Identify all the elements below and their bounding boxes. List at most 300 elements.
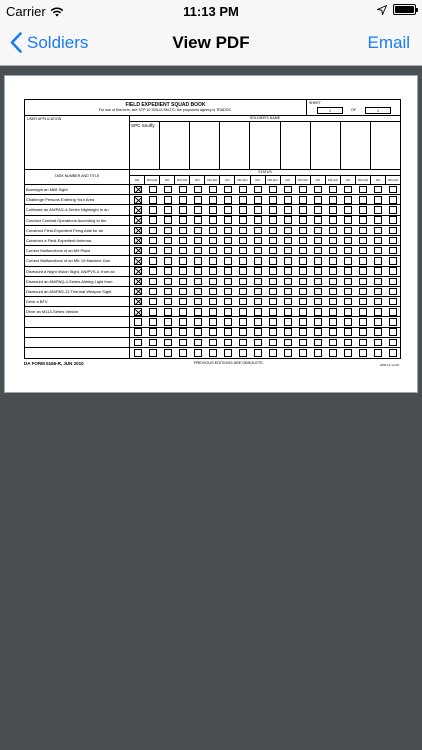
checkbox[interactable] bbox=[269, 298, 277, 306]
checkbox[interactable] bbox=[389, 308, 397, 316]
checkbox[interactable] bbox=[239, 206, 247, 214]
checkbox[interactable] bbox=[344, 206, 352, 214]
checkbox[interactable] bbox=[134, 318, 142, 326]
checkbox[interactable] bbox=[179, 308, 187, 316]
back-button[interactable] bbox=[10, 32, 88, 53]
checkbox[interactable] bbox=[224, 318, 232, 326]
checkbox[interactable] bbox=[149, 216, 157, 224]
checkbox[interactable] bbox=[254, 288, 262, 296]
checkbox[interactable] bbox=[374, 308, 382, 316]
checkbox[interactable] bbox=[149, 247, 157, 255]
checkbox[interactable] bbox=[224, 298, 232, 306]
checkbox[interactable] bbox=[359, 237, 367, 245]
checkbox[interactable] bbox=[314, 186, 322, 194]
checkbox[interactable] bbox=[359, 318, 367, 326]
checkbox[interactable] bbox=[284, 267, 292, 275]
checkbox[interactable] bbox=[329, 328, 337, 336]
checkbox[interactable] bbox=[254, 267, 262, 275]
checkbox[interactable] bbox=[284, 288, 292, 296]
checkbox[interactable] bbox=[149, 278, 157, 286]
checkbox[interactable] bbox=[149, 227, 157, 235]
checkbox[interactable] bbox=[374, 298, 382, 306]
checkbox[interactable] bbox=[269, 237, 277, 245]
checkbox[interactable] bbox=[254, 339, 262, 347]
checkbox[interactable] bbox=[344, 328, 352, 336]
checkbox[interactable] bbox=[299, 308, 307, 316]
checked-checkbox[interactable] bbox=[134, 206, 142, 214]
checkbox[interactable] bbox=[179, 267, 187, 275]
checkbox[interactable] bbox=[269, 206, 277, 214]
checkbox[interactable] bbox=[179, 298, 187, 306]
checkbox[interactable] bbox=[314, 298, 322, 306]
checkbox[interactable] bbox=[299, 318, 307, 326]
checkbox[interactable] bbox=[179, 186, 187, 194]
checkbox[interactable] bbox=[209, 288, 217, 296]
checkbox[interactable] bbox=[164, 267, 172, 275]
checkbox[interactable] bbox=[284, 196, 292, 204]
checkbox[interactable] bbox=[164, 227, 172, 235]
checkbox[interactable] bbox=[164, 298, 172, 306]
checkbox[interactable] bbox=[269, 227, 277, 235]
checkbox[interactable] bbox=[254, 247, 262, 255]
checkbox[interactable] bbox=[329, 237, 337, 245]
checkbox[interactable] bbox=[269, 318, 277, 326]
checkbox[interactable] bbox=[149, 349, 157, 357]
checkbox[interactable] bbox=[359, 247, 367, 255]
checkbox[interactable] bbox=[209, 227, 217, 235]
checkbox[interactable] bbox=[374, 267, 382, 275]
checkbox[interactable] bbox=[224, 267, 232, 275]
checkbox[interactable] bbox=[179, 227, 187, 235]
checkbox[interactable] bbox=[179, 339, 187, 347]
checkbox[interactable] bbox=[149, 257, 157, 265]
checkbox[interactable] bbox=[239, 298, 247, 306]
checkbox[interactable] bbox=[194, 278, 202, 286]
checkbox[interactable] bbox=[164, 206, 172, 214]
checkbox[interactable] bbox=[269, 267, 277, 275]
checkbox[interactable] bbox=[179, 318, 187, 326]
checkbox[interactable] bbox=[164, 349, 172, 357]
checkbox[interactable] bbox=[284, 257, 292, 265]
checkbox[interactable] bbox=[239, 308, 247, 316]
checkbox[interactable] bbox=[179, 216, 187, 224]
checkbox[interactable] bbox=[239, 186, 247, 194]
checkbox[interactable] bbox=[299, 328, 307, 336]
checkbox[interactable] bbox=[299, 267, 307, 275]
checkbox[interactable] bbox=[374, 227, 382, 235]
checkbox[interactable] bbox=[209, 186, 217, 194]
checkbox[interactable] bbox=[239, 237, 247, 245]
checkbox[interactable] bbox=[164, 308, 172, 316]
checkbox[interactable] bbox=[389, 349, 397, 357]
checkbox[interactable] bbox=[149, 288, 157, 296]
checkbox[interactable] bbox=[194, 267, 202, 275]
checkbox[interactable] bbox=[284, 318, 292, 326]
checkbox[interactable] bbox=[389, 267, 397, 275]
checkbox[interactable] bbox=[209, 216, 217, 224]
checkbox[interactable] bbox=[254, 328, 262, 336]
email-button[interactable]: Email bbox=[367, 33, 410, 52]
checkbox[interactable] bbox=[164, 328, 172, 336]
checkbox[interactable] bbox=[314, 278, 322, 286]
checkbox[interactable] bbox=[239, 278, 247, 286]
checkbox[interactable] bbox=[179, 288, 187, 296]
checkbox[interactable] bbox=[344, 267, 352, 275]
checkbox[interactable] bbox=[269, 257, 277, 265]
checkbox[interactable] bbox=[299, 278, 307, 286]
checkbox[interactable] bbox=[254, 227, 262, 235]
checkbox[interactable] bbox=[299, 349, 307, 357]
checkbox[interactable] bbox=[284, 237, 292, 245]
checkbox[interactable] bbox=[194, 237, 202, 245]
checkbox[interactable] bbox=[134, 339, 142, 347]
checkbox[interactable] bbox=[284, 206, 292, 214]
checkbox[interactable] bbox=[209, 278, 217, 286]
checkbox[interactable] bbox=[239, 196, 247, 204]
checkbox[interactable] bbox=[284, 227, 292, 235]
checkbox[interactable] bbox=[224, 247, 232, 255]
checkbox[interactable] bbox=[224, 257, 232, 265]
checkbox[interactable] bbox=[269, 288, 277, 296]
checkbox[interactable] bbox=[209, 339, 217, 347]
checkbox[interactable] bbox=[149, 298, 157, 306]
checkbox[interactable] bbox=[359, 298, 367, 306]
checkbox[interactable] bbox=[179, 257, 187, 265]
checkbox[interactable] bbox=[359, 288, 367, 296]
checkbox[interactable] bbox=[359, 349, 367, 357]
checkbox[interactable] bbox=[329, 308, 337, 316]
checkbox[interactable] bbox=[359, 257, 367, 265]
checkbox[interactable] bbox=[299, 257, 307, 265]
checkbox[interactable] bbox=[179, 349, 187, 357]
checkbox[interactable] bbox=[194, 318, 202, 326]
checkbox[interactable] bbox=[179, 196, 187, 204]
checkbox[interactable] bbox=[344, 278, 352, 286]
checkbox[interactable] bbox=[224, 216, 232, 224]
checkbox[interactable] bbox=[149, 186, 157, 194]
checkbox[interactable] bbox=[284, 328, 292, 336]
checkbox[interactable] bbox=[194, 206, 202, 214]
checkbox[interactable] bbox=[344, 247, 352, 255]
checkbox[interactable] bbox=[314, 237, 322, 245]
checkbox[interactable] bbox=[314, 227, 322, 235]
checkbox[interactable] bbox=[329, 349, 337, 357]
checkbox[interactable] bbox=[269, 339, 277, 347]
checkbox[interactable] bbox=[254, 186, 262, 194]
checkbox[interactable] bbox=[344, 339, 352, 347]
checkbox[interactable] bbox=[224, 349, 232, 357]
checkbox[interactable] bbox=[149, 339, 157, 347]
checkbox[interactable] bbox=[239, 349, 247, 357]
checkbox[interactable] bbox=[269, 349, 277, 357]
checkbox[interactable] bbox=[149, 196, 157, 204]
checkbox[interactable] bbox=[299, 247, 307, 255]
checkbox[interactable] bbox=[149, 318, 157, 326]
checkbox[interactable] bbox=[269, 247, 277, 255]
checkbox[interactable] bbox=[164, 237, 172, 245]
checked-checkbox[interactable] bbox=[134, 308, 142, 316]
checkbox[interactable] bbox=[254, 278, 262, 286]
checkbox[interactable] bbox=[224, 196, 232, 204]
checkbox[interactable] bbox=[284, 308, 292, 316]
checkbox[interactable] bbox=[269, 328, 277, 336]
checkbox[interactable] bbox=[299, 216, 307, 224]
checkbox[interactable] bbox=[254, 318, 262, 326]
checkbox[interactable] bbox=[374, 349, 382, 357]
checkbox[interactable] bbox=[194, 216, 202, 224]
checkbox[interactable] bbox=[149, 237, 157, 245]
checkbox[interactable] bbox=[314, 267, 322, 275]
checkbox[interactable] bbox=[269, 186, 277, 194]
checkbox[interactable] bbox=[314, 288, 322, 296]
checked-checkbox[interactable] bbox=[134, 247, 142, 255]
checkbox[interactable] bbox=[209, 328, 217, 336]
checkbox[interactable] bbox=[344, 196, 352, 204]
pdf-page[interactable] bbox=[4, 75, 418, 393]
checkbox[interactable] bbox=[329, 257, 337, 265]
checked-checkbox[interactable] bbox=[134, 267, 142, 275]
checkbox[interactable] bbox=[254, 298, 262, 306]
checkbox[interactable] bbox=[314, 328, 322, 336]
checkbox[interactable] bbox=[389, 206, 397, 214]
checkbox[interactable] bbox=[329, 339, 337, 347]
checkbox[interactable] bbox=[179, 278, 187, 286]
checkbox[interactable] bbox=[209, 298, 217, 306]
checkbox[interactable] bbox=[329, 288, 337, 296]
checkbox[interactable] bbox=[209, 196, 217, 204]
checkbox[interactable] bbox=[314, 349, 322, 357]
checkbox[interactable] bbox=[209, 206, 217, 214]
checkbox[interactable] bbox=[344, 288, 352, 296]
checkbox[interactable] bbox=[374, 216, 382, 224]
checkbox[interactable] bbox=[284, 186, 292, 194]
checkbox[interactable] bbox=[299, 237, 307, 245]
checkbox[interactable] bbox=[374, 257, 382, 265]
checkbox[interactable] bbox=[194, 196, 202, 204]
checkbox[interactable] bbox=[269, 278, 277, 286]
checkbox[interactable] bbox=[284, 247, 292, 255]
checkbox[interactable] bbox=[149, 328, 157, 336]
checkbox[interactable] bbox=[164, 318, 172, 326]
checkbox[interactable] bbox=[329, 186, 337, 194]
checkbox[interactable] bbox=[299, 186, 307, 194]
checkbox[interactable] bbox=[374, 206, 382, 214]
checkbox[interactable] bbox=[344, 298, 352, 306]
checkbox[interactable] bbox=[389, 257, 397, 265]
checkbox[interactable] bbox=[224, 278, 232, 286]
checkbox[interactable] bbox=[389, 278, 397, 286]
checkbox[interactable] bbox=[224, 206, 232, 214]
checkbox[interactable] bbox=[299, 227, 307, 235]
checkbox[interactable] bbox=[389, 196, 397, 204]
checkbox[interactable] bbox=[374, 278, 382, 286]
checkbox[interactable] bbox=[359, 186, 367, 194]
checkbox[interactable] bbox=[329, 216, 337, 224]
checkbox[interactable] bbox=[359, 206, 367, 214]
checkbox[interactable] bbox=[254, 216, 262, 224]
checkbox[interactable] bbox=[164, 196, 172, 204]
checkbox[interactable] bbox=[164, 288, 172, 296]
checkbox[interactable] bbox=[299, 196, 307, 204]
checkbox[interactable] bbox=[254, 349, 262, 357]
checkbox[interactable] bbox=[344, 237, 352, 245]
checkbox[interactable] bbox=[374, 186, 382, 194]
checkbox[interactable] bbox=[374, 328, 382, 336]
checkbox[interactable] bbox=[149, 308, 157, 316]
checkbox[interactable] bbox=[254, 237, 262, 245]
checkbox[interactable] bbox=[329, 247, 337, 255]
checked-checkbox[interactable] bbox=[134, 186, 142, 194]
checkbox[interactable] bbox=[344, 216, 352, 224]
checkbox[interactable] bbox=[389, 227, 397, 235]
checked-checkbox[interactable] bbox=[134, 257, 142, 265]
checkbox[interactable] bbox=[179, 237, 187, 245]
checkbox[interactable] bbox=[284, 349, 292, 357]
checkbox[interactable] bbox=[239, 216, 247, 224]
checkbox[interactable] bbox=[149, 206, 157, 214]
checkbox[interactable] bbox=[239, 257, 247, 265]
checkbox[interactable] bbox=[374, 247, 382, 255]
checkbox[interactable] bbox=[239, 339, 247, 347]
checkbox[interactable] bbox=[284, 339, 292, 347]
checkbox[interactable] bbox=[224, 227, 232, 235]
checkbox[interactable] bbox=[314, 206, 322, 214]
checkbox[interactable] bbox=[299, 206, 307, 214]
checkbox[interactable] bbox=[224, 339, 232, 347]
checkbox[interactable] bbox=[254, 257, 262, 265]
checkbox[interactable] bbox=[164, 257, 172, 265]
checkbox[interactable] bbox=[344, 318, 352, 326]
checkbox[interactable] bbox=[344, 227, 352, 235]
checked-checkbox[interactable] bbox=[134, 216, 142, 224]
checkbox[interactable] bbox=[389, 328, 397, 336]
checkbox[interactable] bbox=[359, 267, 367, 275]
checkbox[interactable] bbox=[314, 308, 322, 316]
checked-checkbox[interactable] bbox=[134, 227, 142, 235]
checkbox[interactable] bbox=[374, 339, 382, 347]
checkbox[interactable] bbox=[194, 186, 202, 194]
checkbox[interactable] bbox=[224, 237, 232, 245]
checkbox[interactable] bbox=[329, 298, 337, 306]
checkbox[interactable] bbox=[314, 257, 322, 265]
checkbox[interactable] bbox=[389, 339, 397, 347]
checkbox[interactable] bbox=[164, 216, 172, 224]
checkbox[interactable] bbox=[179, 328, 187, 336]
checkbox[interactable] bbox=[329, 196, 337, 204]
checkbox[interactable] bbox=[224, 308, 232, 316]
checkbox[interactable] bbox=[284, 298, 292, 306]
checkbox[interactable] bbox=[314, 247, 322, 255]
checkbox[interactable] bbox=[284, 278, 292, 286]
checkbox[interactable] bbox=[344, 257, 352, 265]
checkbox[interactable] bbox=[269, 308, 277, 316]
checkbox[interactable] bbox=[179, 206, 187, 214]
checkbox[interactable] bbox=[269, 216, 277, 224]
checkbox[interactable] bbox=[209, 267, 217, 275]
checkbox[interactable] bbox=[134, 349, 142, 357]
checkbox[interactable] bbox=[239, 288, 247, 296]
checkbox[interactable] bbox=[179, 247, 187, 255]
checkbox[interactable] bbox=[374, 288, 382, 296]
checkbox[interactable] bbox=[254, 196, 262, 204]
checkbox[interactable] bbox=[359, 227, 367, 235]
checkbox[interactable] bbox=[359, 339, 367, 347]
checkbox[interactable] bbox=[359, 278, 367, 286]
checkbox[interactable] bbox=[209, 237, 217, 245]
checkbox[interactable] bbox=[389, 186, 397, 194]
checkbox[interactable] bbox=[194, 339, 202, 347]
checkbox[interactable] bbox=[389, 298, 397, 306]
checkbox[interactable] bbox=[329, 278, 337, 286]
checkbox[interactable] bbox=[344, 186, 352, 194]
checkbox[interactable] bbox=[314, 318, 322, 326]
checkbox[interactable] bbox=[194, 328, 202, 336]
checkbox[interactable] bbox=[164, 339, 172, 347]
checkbox[interactable] bbox=[194, 298, 202, 306]
checkbox[interactable] bbox=[164, 278, 172, 286]
checkbox[interactable] bbox=[224, 186, 232, 194]
checkbox[interactable] bbox=[269, 196, 277, 204]
checkbox[interactable] bbox=[194, 247, 202, 255]
checkbox[interactable] bbox=[359, 328, 367, 336]
checkbox[interactable] bbox=[254, 308, 262, 316]
checkbox[interactable] bbox=[224, 328, 232, 336]
checkbox[interactable] bbox=[209, 308, 217, 316]
checkbox[interactable] bbox=[194, 349, 202, 357]
checkbox[interactable] bbox=[239, 328, 247, 336]
checkbox[interactable] bbox=[134, 328, 142, 336]
checkbox[interactable] bbox=[164, 186, 172, 194]
checkbox[interactable] bbox=[299, 298, 307, 306]
checkbox[interactable] bbox=[194, 308, 202, 316]
checked-checkbox[interactable] bbox=[134, 288, 142, 296]
checked-checkbox[interactable] bbox=[134, 278, 142, 286]
checked-checkbox[interactable] bbox=[134, 298, 142, 306]
checkbox[interactable] bbox=[254, 206, 262, 214]
checkbox[interactable] bbox=[374, 196, 382, 204]
checkbox[interactable] bbox=[239, 227, 247, 235]
checkbox[interactable] bbox=[164, 247, 172, 255]
checkbox[interactable] bbox=[299, 288, 307, 296]
checkbox[interactable] bbox=[299, 339, 307, 347]
checkbox[interactable] bbox=[389, 247, 397, 255]
checkbox[interactable] bbox=[329, 206, 337, 214]
checkbox[interactable] bbox=[344, 349, 352, 357]
checkbox[interactable] bbox=[374, 237, 382, 245]
checkbox[interactable] bbox=[239, 247, 247, 255]
checkbox[interactable] bbox=[389, 237, 397, 245]
checkbox[interactable] bbox=[359, 196, 367, 204]
checkbox[interactable] bbox=[389, 216, 397, 224]
checkbox[interactable] bbox=[224, 288, 232, 296]
checkbox[interactable] bbox=[239, 318, 247, 326]
checkbox[interactable] bbox=[194, 227, 202, 235]
checkbox[interactable] bbox=[359, 308, 367, 316]
checkbox[interactable] bbox=[209, 318, 217, 326]
checked-checkbox[interactable] bbox=[134, 237, 142, 245]
checked-checkbox[interactable] bbox=[134, 196, 142, 204]
checkbox[interactable] bbox=[329, 227, 337, 235]
checkbox[interactable] bbox=[149, 267, 157, 275]
checkbox[interactable] bbox=[344, 308, 352, 316]
checkbox[interactable] bbox=[329, 318, 337, 326]
checkbox[interactable] bbox=[194, 257, 202, 265]
checkbox[interactable] bbox=[374, 318, 382, 326]
checkbox[interactable] bbox=[284, 216, 292, 224]
checkbox[interactable] bbox=[209, 247, 217, 255]
checkbox[interactable] bbox=[359, 216, 367, 224]
checkbox[interactable] bbox=[239, 267, 247, 275]
